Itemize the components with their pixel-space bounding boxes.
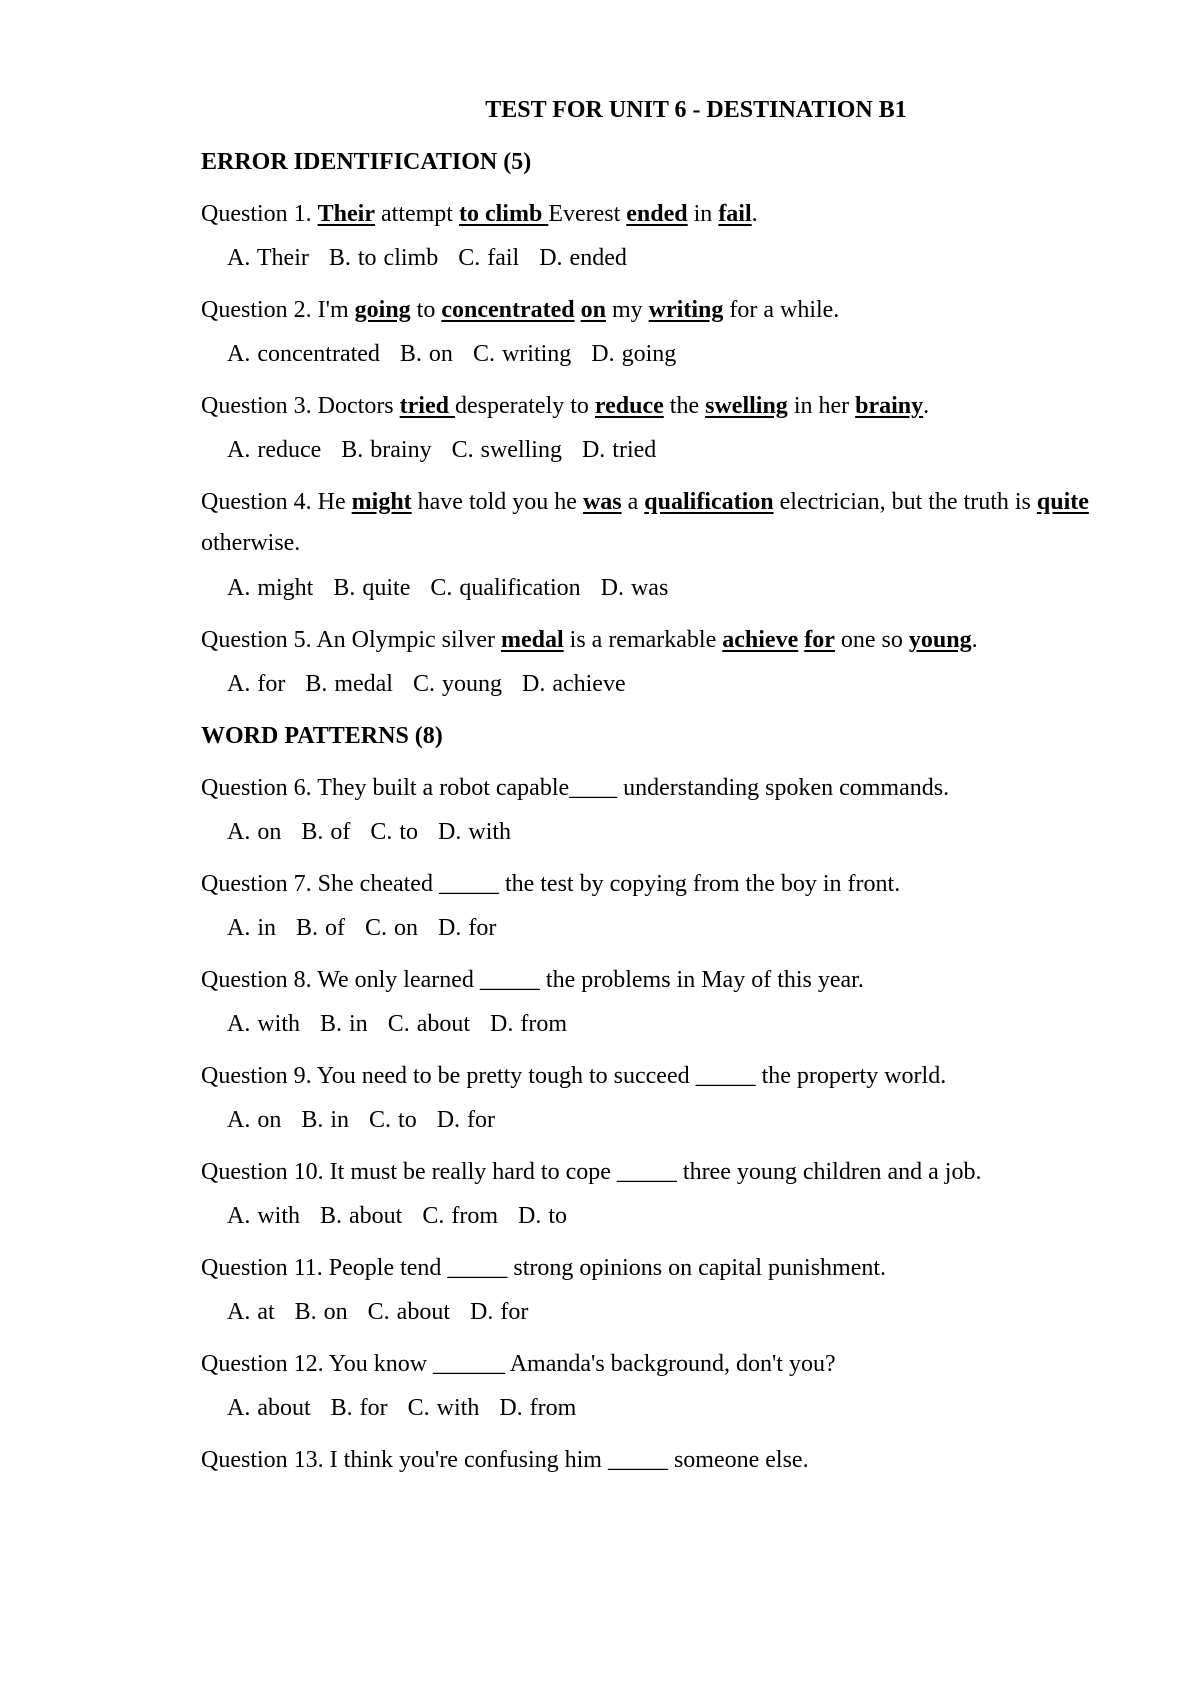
question-text: . bbox=[971, 627, 978, 653]
underlined-word: for bbox=[804, 627, 835, 653]
option-c: C. fail bbox=[458, 245, 520, 271]
question-text: a bbox=[621, 489, 645, 515]
option-c: C. young bbox=[412, 671, 502, 697]
option-d: D. to bbox=[518, 1203, 567, 1229]
option-d: D. for bbox=[438, 915, 497, 941]
option-b: B. of bbox=[296, 915, 345, 941]
question-text: my bbox=[606, 297, 649, 323]
question-text: attempt bbox=[375, 201, 459, 227]
question-text: Question 3. Doctors bbox=[201, 393, 400, 419]
options-8 bbox=[201, 1010, 1131, 1038]
page-title: TEST FOR UNIT 6 - DESTINATION B1 bbox=[485, 97, 907, 123]
option-c: C. writing bbox=[472, 341, 572, 367]
options-7 bbox=[201, 914, 1131, 942]
underlined-word: young bbox=[908, 627, 972, 653]
option-a: A. at bbox=[227, 1299, 275, 1325]
question-7: Question 7. She cheated _____ the test by copying from the boy in front. bbox=[201, 871, 901, 897]
question-text: desperately to bbox=[454, 393, 595, 419]
options-10 bbox=[201, 1202, 1131, 1230]
question-11: Question 11. People tend _____ strong opinions on capital punishment. bbox=[201, 1255, 887, 1281]
option-b: B. on bbox=[399, 341, 453, 367]
underlined-word: on bbox=[580, 297, 606, 323]
question-text: is a remarkable bbox=[563, 627, 723, 653]
question-text: electrician, but the truth is bbox=[773, 489, 1037, 515]
underlined-word: quite bbox=[1036, 489, 1089, 515]
underlined-word: writing bbox=[648, 297, 724, 323]
option-a: A. on bbox=[227, 1107, 282, 1133]
underlined-word: was bbox=[582, 489, 622, 515]
underlined-word: tried bbox=[399, 393, 455, 419]
option-b: B. of bbox=[301, 819, 351, 845]
question-4 bbox=[201, 482, 1131, 564]
option-c: C. qualification bbox=[430, 575, 581, 601]
question-2 bbox=[201, 290, 1131, 330]
question-text: in her bbox=[787, 393, 856, 419]
option-c: C. swelling bbox=[451, 437, 562, 463]
option-b: B. on bbox=[294, 1299, 348, 1325]
question-text: Question 4. He bbox=[201, 489, 352, 515]
option-b: B. brainy bbox=[341, 437, 432, 463]
underlined-word: swelling bbox=[705, 393, 788, 419]
option-c: C. about bbox=[387, 1011, 471, 1037]
underlined-word: concentrated bbox=[441, 297, 575, 323]
option-a: A. with bbox=[227, 1203, 300, 1229]
option-a: A. about bbox=[227, 1395, 311, 1421]
option-b: B. to climb bbox=[328, 245, 439, 271]
underlined-word: Their bbox=[317, 201, 375, 227]
question-text: in bbox=[687, 201, 719, 227]
question-3 bbox=[201, 386, 1131, 426]
option-a: A. with bbox=[227, 1011, 300, 1037]
question-text: for a while. bbox=[723, 297, 840, 323]
option-d: D. achieve bbox=[522, 671, 626, 697]
underlined-word: to climb bbox=[458, 201, 549, 227]
option-a: A. reduce bbox=[227, 437, 322, 463]
underlined-word: achieve bbox=[722, 627, 799, 653]
underlined-word: ended bbox=[626, 201, 688, 227]
question-13: Question 13. I think you're confusing him _____ someone else. bbox=[201, 1447, 809, 1473]
option-d: D. ended bbox=[539, 245, 627, 271]
test-page bbox=[201, 96, 1131, 1490]
option-a: A. Their bbox=[227, 245, 309, 271]
question-9: Question 9. You need to be pretty tough to succeed _____ the property world. bbox=[201, 1063, 947, 1089]
question-text: Everest bbox=[548, 201, 627, 227]
option-c: C. on bbox=[365, 915, 419, 941]
option-d: D. going bbox=[591, 341, 677, 367]
option-d: D. tried bbox=[581, 437, 657, 463]
option-c: C. to bbox=[369, 1107, 417, 1133]
options-9 bbox=[201, 1106, 1131, 1134]
option-b: B. about bbox=[320, 1203, 403, 1229]
options-6 bbox=[201, 818, 1131, 846]
underlined-word: brainy bbox=[855, 393, 924, 419]
option-b: B. quite bbox=[333, 575, 411, 601]
option-d: D. was bbox=[600, 575, 669, 601]
option-b: B. in bbox=[301, 1107, 350, 1133]
underlined-word: medal bbox=[500, 627, 564, 653]
question-6: Question 6. They built a robot capable____ understanding spoken commands. bbox=[201, 775, 950, 801]
question-1 bbox=[201, 194, 1131, 234]
question-12: Question 12. You know ______ Amanda's background, don't you? bbox=[201, 1351, 836, 1377]
options-12 bbox=[201, 1394, 1131, 1422]
section-heading-word-patterns: WORD PATTERNS (8) bbox=[201, 723, 443, 749]
question-text: Question 2. I'm bbox=[201, 297, 355, 323]
option-a: A. might bbox=[227, 575, 314, 601]
option-d: D. for bbox=[470, 1299, 529, 1325]
option-d: D. with bbox=[438, 819, 512, 845]
options-11 bbox=[201, 1298, 1131, 1326]
question-5 bbox=[201, 620, 1131, 660]
option-b: B. for bbox=[330, 1395, 388, 1421]
question-text: otherwise. bbox=[201, 530, 301, 556]
underlined-word: might bbox=[351, 489, 412, 515]
option-d: D. for bbox=[436, 1107, 496, 1133]
section-heading-error-identification: ERROR IDENTIFICATION (5) bbox=[201, 149, 532, 175]
options-1 bbox=[201, 244, 1131, 272]
question-text: Question 1. bbox=[201, 201, 318, 227]
option-c: C. about bbox=[367, 1299, 450, 1325]
option-b: B. in bbox=[320, 1011, 368, 1037]
options-5 bbox=[201, 670, 1131, 698]
question-text: Question 5. An Olympic silver bbox=[201, 627, 501, 653]
options-3 bbox=[201, 436, 1131, 464]
option-c: C. to bbox=[370, 819, 419, 845]
option-a: A. for bbox=[227, 671, 286, 697]
option-b: B. medal bbox=[305, 671, 393, 697]
option-d: D. from bbox=[499, 1395, 577, 1421]
underlined-word: reduce bbox=[594, 393, 664, 419]
option-c: C. from bbox=[422, 1203, 498, 1229]
underlined-word: fail bbox=[718, 201, 752, 227]
question-text: have told you he bbox=[411, 489, 583, 515]
question-text: the bbox=[663, 393, 706, 419]
question-8: Question 8. We only learned _____ the problems in May of this year. bbox=[201, 967, 864, 993]
option-a: A. in bbox=[227, 915, 276, 941]
options-4 bbox=[201, 574, 1131, 602]
underlined-word: qualification bbox=[644, 489, 774, 515]
question-text: one so bbox=[834, 627, 909, 653]
option-c: C. with bbox=[407, 1395, 480, 1421]
option-d: D. from bbox=[490, 1011, 567, 1037]
option-a: A. on bbox=[227, 819, 282, 845]
option-a: A. concentrated bbox=[227, 341, 380, 367]
question-10: Question 10. It must be really hard to cope _____ three young children and a job. bbox=[201, 1159, 982, 1185]
question-text: . bbox=[923, 393, 930, 419]
question-text: . bbox=[751, 201, 758, 227]
options-2 bbox=[201, 340, 1131, 368]
question-text: to bbox=[410, 297, 442, 323]
underlined-word: going bbox=[354, 297, 411, 323]
